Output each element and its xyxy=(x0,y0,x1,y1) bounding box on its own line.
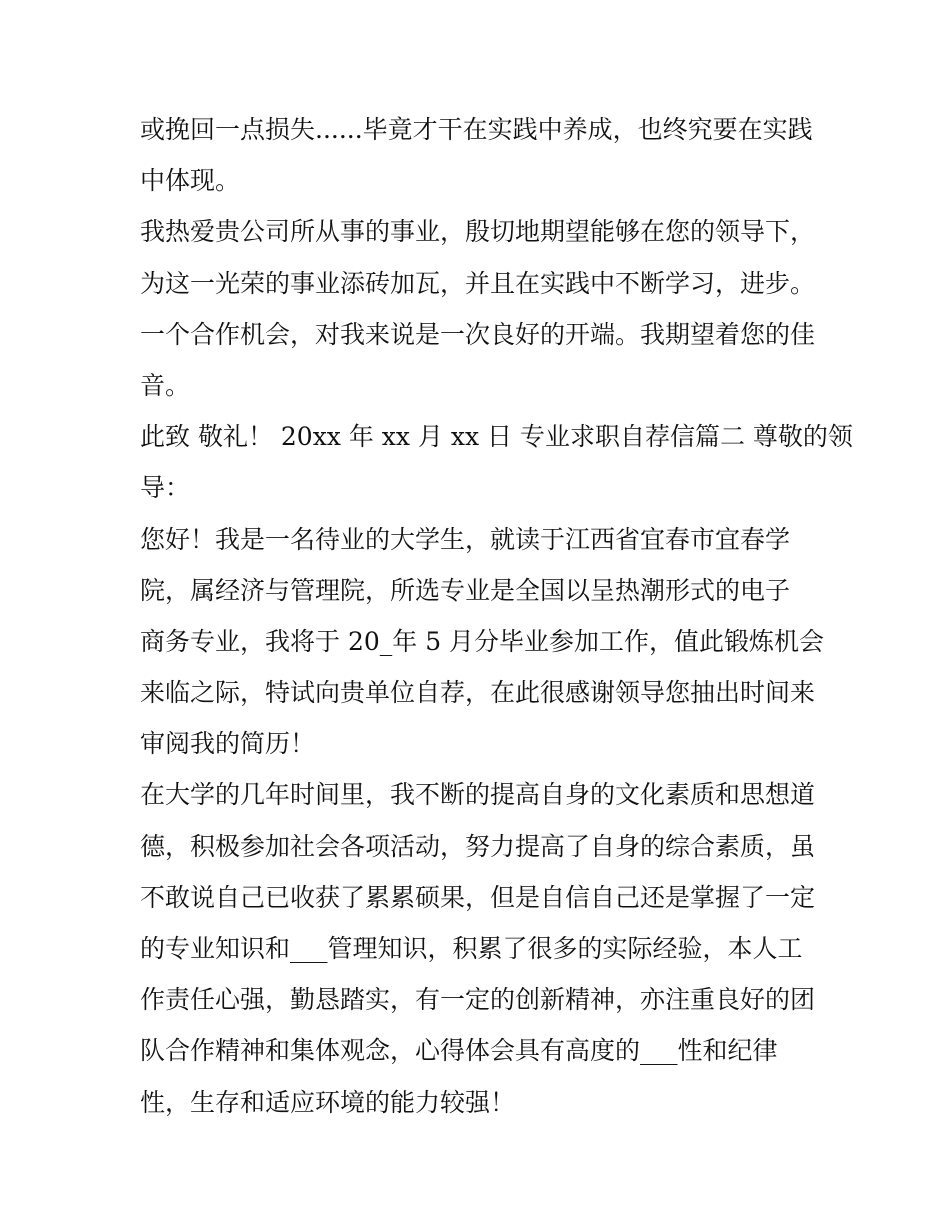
body-text xyxy=(140,104,853,1128)
text-line: 审阅我的简历！ xyxy=(140,729,316,759)
text-line: 不敢说自己已收获了累累硕果，但是自信自己还是掌握了一定 xyxy=(140,882,816,912)
text-line: 导： xyxy=(140,473,191,503)
text-line: 在大学的几年时间里，我不断的提高自身的文化素质和思想道 xyxy=(140,780,816,810)
text-line: 商务专业，我将于 20_年 5 月分毕业参加工作，值此锻炼机会 xyxy=(140,626,825,656)
text-line: 中体现。 xyxy=(140,166,241,196)
text-line: 性，生存和适应环境的能力较强！ xyxy=(140,1087,516,1117)
text-line: 院，属经济与管理院，所选专业是全国以呈热潮形式的电子 xyxy=(140,575,791,605)
text-line: 来临之际，特试向贵单位自荐，在此很感谢领导您抽出时间来 xyxy=(140,678,816,708)
text-line: 您好！我是一名待业的大学生，就读于江西省宜春市宜春学 xyxy=(140,524,791,554)
text-line: 为这一光荣的事业添砖加瓦，并且在实践中不断学习，进步。 xyxy=(140,268,816,298)
text-line: 的专业知识和___管理知识，积累了很多的实际经验，本人工 xyxy=(140,934,803,963)
text-line: 德，积极参加社会各项活动，努力提高了自身的综合素质，虽 xyxy=(140,831,816,861)
text-line: 或挽回一点损失......毕竟才干在实践中养成，也终究要在实践 xyxy=(140,115,813,144)
text-line: 音。 xyxy=(140,370,191,400)
text-line: 一个合作机会，对我来说是一次良好的开端。我期望着您的佳 xyxy=(140,319,816,349)
text-line: 我热爱贵公司所从事的事业，殷切地期望能够在您的领导下， xyxy=(140,217,816,247)
text-line: 作责任心强，勤恳踏实，有一定的创新精神，亦注重良好的团 xyxy=(140,985,816,1015)
text-line: 队合作精神和集体观念，心得体会具有高度的___性和纪律 xyxy=(140,1036,778,1066)
text-line: 此致 敬礼！ 20xx 年 xx 月 xx 日 专业求职自荐信篇二 尊敬的领 xyxy=(140,422,853,452)
